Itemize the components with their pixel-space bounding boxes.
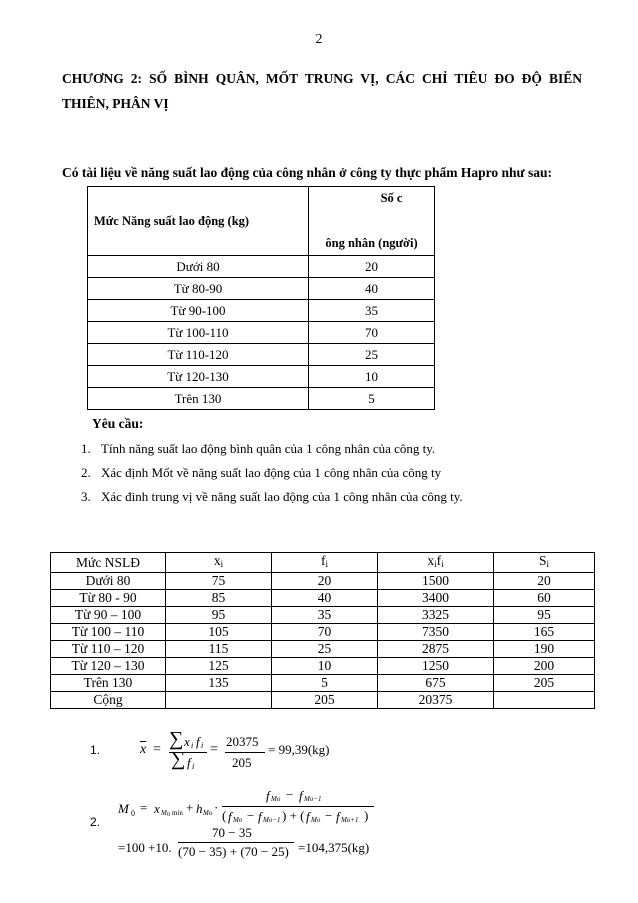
formula2-frac-line1	[222, 806, 374, 807]
table1-cell: Từ 100-110	[88, 322, 309, 344]
table-row	[51, 675, 595, 692]
formula2-num-f1-sub: Mo	[271, 795, 281, 803]
header-f-sub: i	[325, 559, 328, 569]
table-row	[88, 256, 435, 278]
table2-cell	[166, 692, 272, 709]
table1-cell: 35	[309, 300, 435, 322]
table2-cell: 2875	[378, 641, 494, 658]
formula2-frac-line2	[178, 842, 294, 843]
table-row	[88, 278, 435, 300]
formula1-num-x: x	[184, 734, 190, 749]
table2-cell	[494, 692, 595, 709]
table2-header-cell	[378, 553, 494, 573]
table2-cell: 205	[494, 675, 595, 692]
table2-cell: 95	[494, 607, 595, 624]
table-row	[88, 388, 435, 410]
formula1-num-f: f	[196, 734, 200, 749]
table2-cell: Dưới 80	[51, 573, 166, 590]
formula1-frac-num: 20375	[226, 734, 259, 749]
table-row	[51, 624, 595, 641]
table2-cell: 205	[272, 692, 378, 709]
table1-cell: 40	[309, 278, 435, 300]
formula1-frac-den: 205	[232, 755, 252, 770]
header-x-sub: i	[220, 559, 224, 569]
table2-cell: 675	[378, 675, 494, 692]
table1-header-col1-text: Mức Năng suất lao động (kg)	[94, 213, 250, 228]
formula1-sum-top: ∑	[169, 728, 184, 750]
table1-header	[88, 187, 435, 256]
list-item-number: 2.	[81, 465, 91, 480]
page-number: 2	[315, 32, 323, 47]
formula2-M-sub: 0	[131, 809, 135, 818]
formula1-den-fsub: i	[192, 762, 195, 771]
table-row	[51, 590, 595, 607]
table1-cell: Từ 110-120	[88, 344, 309, 366]
formula1-num-xsub: i	[191, 741, 194, 750]
requirements-list	[81, 437, 463, 509]
list-item-text: Xác đinh trung vị về năng suất lao động của 1 công nhân của công ty.	[101, 489, 463, 504]
table2-cell: Từ 80 - 90	[51, 590, 166, 607]
list-item	[81, 485, 463, 509]
formula2-x: x	[154, 801, 160, 816]
header-x: x	[213, 553, 221, 568]
formula1-eq1: =	[153, 742, 161, 757]
table2-cell: 190	[494, 641, 595, 658]
table2-cell: Từ 110 – 120	[51, 641, 166, 658]
table2-cell: 1500	[378, 573, 494, 590]
formula2-line2-result: =104,375(kg)	[298, 840, 370, 855]
table-row	[88, 366, 435, 388]
table2-cell: 70	[272, 624, 378, 641]
table2-header-cell	[494, 553, 595, 573]
formula1-result: = 99,39(kg)	[268, 742, 330, 757]
table2-cell: 125	[166, 658, 272, 675]
table2-cell: 3400	[378, 590, 494, 607]
table2-header-cell: Mức NSLĐ	[51, 553, 166, 573]
formula2-num-f1: f	[266, 788, 270, 803]
list-item-number: 3.	[81, 489, 91, 504]
table2-cell: 35	[272, 607, 378, 624]
formula2-eq: =	[140, 800, 148, 815]
table1-cell: Từ 120-130	[88, 366, 309, 388]
formula1-den-f: f	[187, 755, 191, 770]
table2-header	[51, 553, 595, 573]
formula2-num-minus: −	[286, 787, 294, 802]
table2-cell: 20375	[378, 692, 494, 709]
formula2-den-mid: ) + (	[282, 808, 305, 823]
table2-cell: 1250	[378, 658, 494, 675]
table2-cell: 75	[166, 573, 272, 590]
table2-cell: 60	[494, 590, 595, 607]
formula2-label: 2.	[90, 815, 101, 829]
table1-cell: Từ 90-100	[88, 300, 309, 322]
formula2-x-sub3: min	[172, 809, 183, 817]
table2-header-cell	[272, 553, 378, 573]
table-row	[88, 322, 435, 344]
formula1-label: 1.	[90, 743, 101, 757]
table1-cell: Dưới 80	[88, 256, 309, 278]
table2-cell: 95	[166, 607, 272, 624]
formula1-xbar: $\overline{x}$	[140, 742, 147, 757]
formula2-den-minus1: −	[247, 808, 255, 823]
formula2-dot: ·	[214, 800, 219, 815]
list-item-number: 1.	[81, 441, 91, 456]
formula2	[118, 785, 398, 865]
table2-cell: 85	[166, 590, 272, 607]
formula2-den-f4-sub: Mo+1	[341, 816, 359, 824]
formula2-x-sub: M	[161, 809, 167, 817]
table2-cell: 10	[272, 658, 378, 675]
formula2-num-f2-sub: Mo−1	[304, 795, 322, 803]
requirements-title: Yêu cầu:	[92, 416, 144, 431]
formula2-x-sub2: 0	[167, 812, 170, 818]
header-f: f	[320, 553, 326, 568]
table2-cell: 165	[494, 624, 595, 641]
calculation-table	[50, 552, 595, 709]
table2-cell: 115	[166, 641, 272, 658]
formula1-frac-line2	[225, 752, 265, 753]
table2-cell: 20	[494, 573, 595, 590]
table1-cell: 20	[309, 256, 435, 278]
table2-cell: Từ 90 – 100	[51, 607, 166, 624]
formula2-den-f2: f	[258, 809, 262, 824]
list-item-text: Xác định Mốt về năng suất lao động của 1 công nhân của công ty	[101, 465, 442, 480]
header-xf-xsub: i	[434, 559, 437, 569]
formula2-den-f3: f	[306, 809, 310, 824]
table-row	[51, 573, 595, 590]
table2-cell: 40	[272, 590, 378, 607]
list-item-text: Tính năng suất lao động bình quân của 1 công nhân của công ty.	[101, 441, 436, 456]
formula2-den-f4: f	[336, 809, 340, 824]
table2-cell: 5	[272, 675, 378, 692]
formula1-sum-bottom: ∑	[171, 748, 186, 770]
table1-cell: Từ 80-90	[88, 278, 309, 300]
formula2-den-rparen: )	[364, 808, 369, 823]
header-xf-x: x	[427, 553, 435, 568]
table2-cell: Trên 130	[51, 675, 166, 692]
table2-cell: Cộng	[51, 692, 166, 709]
list-item	[81, 461, 463, 485]
table1-cell: 25	[309, 344, 435, 366]
header-s-sub: i	[546, 559, 550, 569]
table2-cell: 135	[166, 675, 272, 692]
labor-productivity-table	[87, 186, 435, 410]
table-row	[51, 692, 595, 709]
formula2-den-f1-sub: Mo	[233, 816, 243, 824]
formula1	[140, 728, 370, 778]
table2-cell: Từ 100 – 110	[51, 624, 166, 641]
table-row	[88, 344, 435, 366]
list-item	[81, 437, 463, 461]
table2-cell: 105	[166, 624, 272, 641]
table1-cell: 5	[309, 388, 435, 410]
table1-header-col2-top: Số c	[380, 191, 403, 205]
table2-cell: 7350	[378, 624, 494, 641]
formula2-M: M	[118, 801, 129, 816]
formula2-h: h	[196, 801, 203, 816]
formula1-num-fsub: i	[201, 741, 204, 750]
table2-cell: 20	[272, 573, 378, 590]
table1-header-col2	[309, 187, 435, 256]
header-s: S	[538, 553, 547, 568]
table1-cell: 70	[309, 322, 435, 344]
formula2-num-f2: f	[299, 788, 303, 803]
formula2-den-f1: f	[228, 809, 232, 824]
table1-header-col2-bottom: ông nhân (người)	[325, 236, 418, 250]
table2-header-cell	[166, 553, 272, 573]
intro-text: Có tài liệu về năng suất lao động của công nhân ở công ty thực phẩm Hapro như sau:	[62, 165, 553, 180]
chapter-title: CHƯƠNG 2: SỐ BÌNH QUÂN, MỐT TRUNG VỊ, CÁC CHỈ TIÊU ĐO ĐỘ BIẾN THIÊN, PHÂN VỊ	[62, 71, 582, 111]
header-xf-f: f	[436, 553, 442, 568]
formula1-eq2: =	[210, 742, 218, 757]
formula2-line2-num: 70 − 35	[212, 825, 252, 840]
table2-cell: 25	[272, 641, 378, 658]
table1-header-col1	[88, 187, 309, 256]
formula2-plus: +	[186, 800, 194, 815]
table2-cell: 200	[494, 658, 595, 675]
table2-cell: Từ 120 – 130	[51, 658, 166, 675]
formula2-den-lparen1: (	[222, 808, 227, 823]
table2-cell: 3325	[378, 607, 494, 624]
table1-cell: 10	[309, 366, 435, 388]
header-xf-fsub: i	[441, 559, 444, 569]
formula2-line2-den: (70 − 35) + (70 − 25)	[178, 844, 289, 859]
table-row	[51, 641, 595, 658]
formula2-h-sub: Mo	[203, 809, 213, 817]
table-row	[51, 607, 595, 624]
table-row	[88, 300, 435, 322]
formula2-den-minus2: −	[325, 808, 333, 823]
formula2-line2-prefix: =100 +10.	[118, 840, 172, 855]
table-row	[51, 658, 595, 675]
table1-cell: Trên 130	[88, 388, 309, 410]
formula2-den-f3-sub: Mo	[311, 816, 321, 824]
formula2-den-f2-sub: Mo−1	[263, 816, 281, 824]
